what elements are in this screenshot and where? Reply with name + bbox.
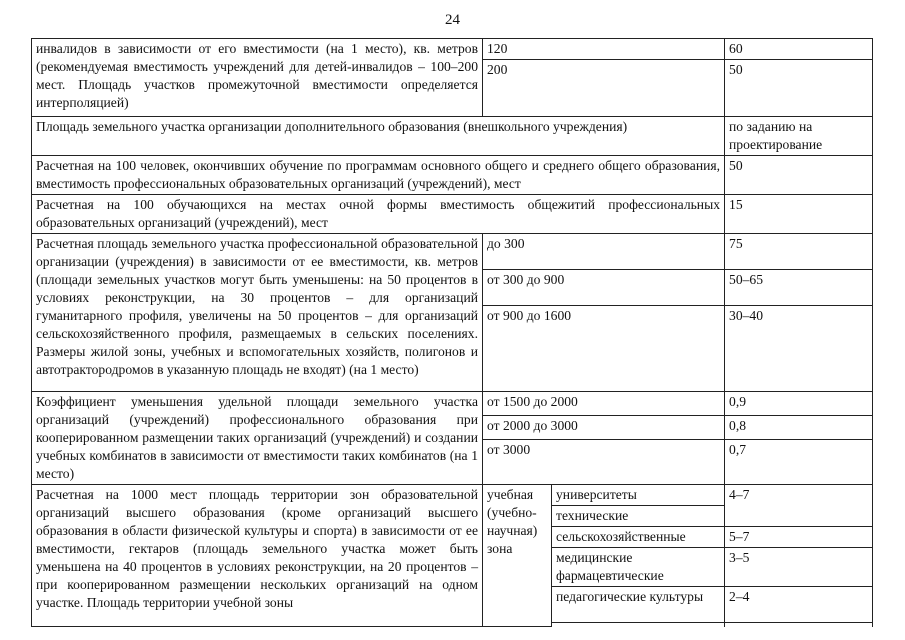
- table-row: [32, 392, 873, 416]
- row-description: Площадь земельного участка организации дополнительного образования (внешкольного учреждения): [32, 117, 725, 156]
- zone-subtype: медицинские фармацевтические: [552, 548, 725, 587]
- row-value: 0,8: [725, 415, 873, 439]
- row-condition: до 300: [483, 234, 725, 270]
- row-description: Коэффициент уменьшения удельной площади земельного участка организаций (учреждений) профессионального образования при кооперированном размещении таких организаций (учреждений) и создании учебных комбинатов в зависимости от вместимости таких комбинатов (на 1 место): [32, 392, 483, 485]
- zone-subtype: технические: [552, 506, 725, 527]
- row-condition: 120: [483, 39, 725, 60]
- row-value: 30–40: [725, 306, 873, 392]
- table-row: [32, 234, 873, 270]
- row-value: 5–7: [725, 527, 873, 548]
- row-condition: от 3000: [483, 439, 725, 484]
- zone-subtype: педагогические культуры: [552, 587, 725, 623]
- row-condition: от 1500 до 2000: [483, 392, 725, 416]
- row-condition: от 2000 до 3000: [483, 415, 725, 439]
- row-description: Расчетная на 100 обучающихся на местах очной формы вместимость общежитий профессиональных образовательных организаций (учреждений), мест: [32, 195, 725, 234]
- row-value: 50: [725, 60, 873, 117]
- row-value: 15: [725, 195, 873, 234]
- row-value: 50: [725, 156, 873, 195]
- row-value: 75: [725, 234, 873, 270]
- zone-subtype: университеты: [552, 485, 725, 506]
- row-condition: от 900 до 1600: [483, 306, 725, 392]
- table-row: [32, 485, 873, 506]
- row-condition: от 300 до 900: [483, 270, 725, 306]
- row-value: 50–65: [725, 270, 873, 306]
- row-condition: 200: [483, 60, 725, 117]
- table-row: [32, 39, 873, 60]
- row-value: по заданию на проектирование: [725, 117, 873, 156]
- row-value: 0,7: [725, 439, 873, 484]
- zone-label: учебная (учебно-научная) зона: [483, 485, 552, 627]
- row-description: Расчетная на 1000 мест площадь территории зон образовательной организаций высшего образования (кроме организаций высшего образования в области физической культуры и спорта) в зависимости от ее вместимости, гектаров (площадь земельного участка может быть уменьшена на 40 процентов в условиях реконструкции, на 20 процентов – при кооперированном размещении нескольких организаций на одном участке. Площадь территории учебной зоны: [32, 485, 483, 627]
- table-row: [32, 117, 873, 156]
- zone-subtype: сельскохозяйственные: [552, 527, 725, 548]
- page-number: 24: [445, 12, 460, 28]
- row-value: 3–5: [725, 548, 873, 587]
- table-row: [32, 156, 873, 195]
- row-description: Расчетная на 100 человек, окончивших обучение по программам основного общего и среднего общего образования, вместимость профессиональных образовательных организаций (учреждений), мест: [32, 156, 725, 195]
- row-value: 60: [725, 39, 873, 60]
- row-value: 2–4: [725, 587, 873, 623]
- row-description: Расчетная площадь земельного участка профессиональной образовательной организации (учреждения) в зависимости от ее вместимости, кв. метров (площади земельных участков могут быть уменьшены: на 50 процентов в условиях реконструкции, на 30 процентов – для организаций гуманитарного профиля, увеличены на 50 процентов – для организаций сельскохозяйственного профиля, размещаемых в сельских поселениях. Размеры жилой зоны, учебных и вспомогательных хозяйств, полигонов и автотрактородромов в указанную площадь не входят) (на 1 место): [32, 234, 483, 392]
- table-row: [32, 195, 873, 234]
- row-description: инвалидов в зависимости от его вместимости (на 1 место), кв. метров (рекомендуемая вместимость учреждений для детей-инвалидов – 100–200 мест. Площадь участков промежуточной вместимости определяется интерполяцией): [32, 39, 483, 117]
- row-value: 4–7: [725, 485, 873, 527]
- row-value: 0,9: [725, 392, 873, 416]
- norms-table: [31, 38, 873, 627]
